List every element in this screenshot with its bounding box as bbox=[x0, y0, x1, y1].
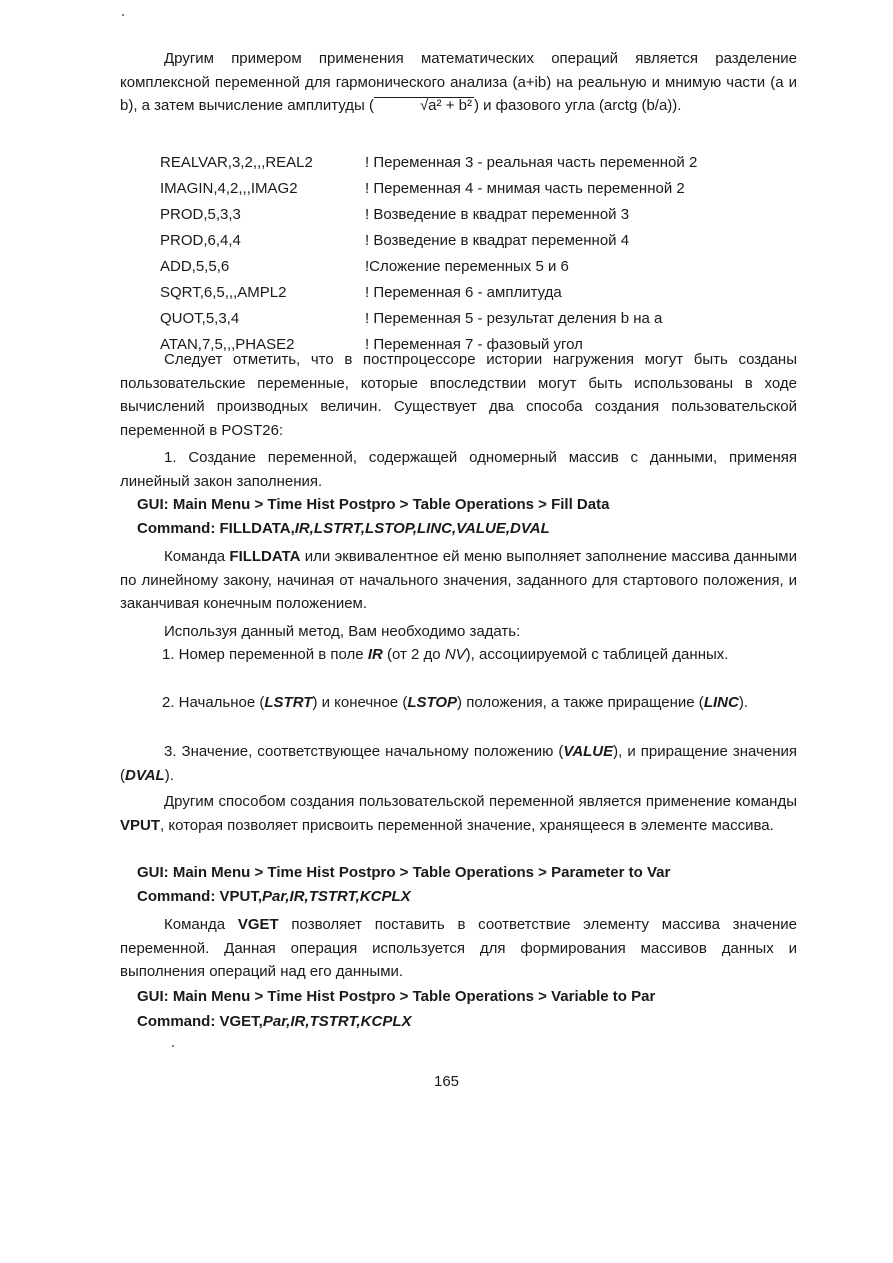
text: 1. Номер переменной в поле bbox=[162, 646, 368, 663]
list-item bbox=[162, 691, 797, 715]
code-line bbox=[160, 258, 800, 284]
command-name: VGET bbox=[237, 916, 279, 933]
code-comment: ! Возведение в квадрат переменной 4 bbox=[365, 232, 630, 249]
text: ) и конечное ( bbox=[312, 694, 408, 711]
param-name: NV bbox=[444, 646, 466, 663]
command-args: IR,LSTRT,LSTOP,LINC,VALUE,DVAL bbox=[294, 520, 550, 537]
code-block bbox=[160, 154, 800, 362]
code-command: QUOT,5,3,4 bbox=[160, 310, 240, 327]
vget-paragraph bbox=[120, 913, 797, 984]
param-name: IR bbox=[367, 646, 383, 663]
gui-path-variable-to-par: GUI: Main Menu > Time Hist Postpro > Table Operations > Variable to Par bbox=[137, 988, 656, 1005]
command-vget bbox=[137, 1013, 412, 1030]
filldata-paragraph bbox=[120, 545, 797, 616]
code-command: ADD,5,5,6 bbox=[160, 258, 230, 275]
code-comment: ! Возведение в квадрат переменной 3 bbox=[365, 206, 630, 223]
code-line bbox=[160, 284, 800, 310]
param-name: LSTRT bbox=[264, 694, 313, 711]
command-name: VPUT bbox=[120, 816, 161, 834]
command-prefix: Command: VPUT, bbox=[137, 888, 263, 905]
code-command: REALVAR,3,2,,,REAL2 bbox=[160, 154, 313, 171]
intro-text-end: ) и фазового угла (arctg (b/a)). bbox=[473, 97, 682, 114]
code-line bbox=[160, 206, 800, 232]
method-item-1: 1. Создание переменной, содержащей одномерный массив с данными, применяя линейный закон заполнения. bbox=[120, 449, 797, 490]
vput-paragraph bbox=[120, 790, 797, 837]
text: ). bbox=[164, 766, 174, 784]
code-command: PROD,5,3,3 bbox=[160, 206, 241, 223]
code-line bbox=[160, 232, 800, 258]
text: или эквивалентное ей меню выполняет заполнение массива данными по линейному закону, начиная от начального значения, заданного для стартового положения, и заканчивая конечным положением. bbox=[120, 548, 797, 612]
text: ), ассоциируемой с таблицей данных. bbox=[465, 646, 729, 663]
param-name: VALUE bbox=[563, 743, 614, 760]
gui-path-fill-data: GUI: Main Menu > Time Hist Postpro > Table Operations > Fill Data bbox=[137, 496, 610, 513]
code-comment: ! Переменная 3 - реальная часть переменной 2 bbox=[365, 154, 698, 171]
text: позволяет поставить в соответствие элементу массива значение переменной. Данная операция используется для формирования массивов данных и выполнения операций над его данными. bbox=[120, 916, 798, 980]
page-number: 165 bbox=[433, 1073, 460, 1090]
text: (от 2 до bbox=[382, 646, 445, 663]
command-filldata bbox=[137, 520, 550, 537]
command-args: Par,IR,TSTRT,KCPLX bbox=[262, 888, 411, 905]
param-name: LINC bbox=[703, 694, 739, 711]
text: 3. Значение, соответствующее начальному положению ( bbox=[164, 743, 564, 760]
note-paragraph: Следует отметить, что в постпроцессоре истории нагружения могут быть созданы пользовательские переменные, которые впоследствии могут быть использованы в ходе вычислений производных величин. Существует два способа создания пользовательской переменной в POST26: bbox=[120, 351, 797, 439]
param-name: DVAL bbox=[125, 766, 165, 784]
intro-paragraph bbox=[120, 47, 797, 118]
code-comment: !Сложение переменных 5 и 6 bbox=[365, 258, 569, 275]
code-command: ATAN,7,5,,,PHASE2 bbox=[160, 336, 295, 353]
code-comment: ! Переменная 7 - фазовый угол bbox=[365, 336, 583, 353]
scan-speck bbox=[172, 1045, 174, 1047]
param-name: LSTOP bbox=[407, 694, 458, 711]
code-command: SQRT,6,5,,,AMPL2 bbox=[160, 284, 287, 301]
code-command: IMAGIN,4,2,,,IMAG2 bbox=[160, 180, 298, 197]
text: Команда bbox=[164, 916, 238, 933]
code-line bbox=[160, 154, 800, 180]
code-line bbox=[160, 180, 800, 206]
list-item bbox=[162, 643, 797, 667]
code-comment: ! Переменная 6 - амплитуда bbox=[365, 284, 562, 301]
code-comment: ! Переменная 4 - мнимая часть переменной 2 bbox=[365, 180, 685, 197]
code-line bbox=[160, 310, 800, 336]
text: ). bbox=[738, 694, 748, 711]
command-prefix: Command: VGET, bbox=[137, 1013, 263, 1030]
text: 2. Начальное ( bbox=[162, 694, 265, 711]
sqrt-formula: √a² + b² bbox=[374, 97, 474, 114]
list-item bbox=[120, 740, 797, 787]
using-paragraph: Используя данный метод, Вам необходимо задать: bbox=[164, 623, 521, 640]
command-prefix: Command: FILLDATA, bbox=[137, 520, 295, 537]
gui-path-parameter-to-var: GUI: Main Menu > Time Hist Postpro > Table Operations > Parameter to Var bbox=[137, 864, 671, 881]
scan-speck bbox=[122, 14, 124, 16]
intro-text: Другим примером применения математических операций является разделение комплексной переменной для гармонического анализа (a+ib) на реальную и мнимую части (a и b), а затем вычисление амплитуды ( bbox=[120, 50, 797, 114]
code-comment: ! Переменная 5 - результат деления b на a bbox=[365, 310, 663, 327]
text: ), и приращение значения ( bbox=[120, 743, 797, 784]
text: Команда bbox=[164, 548, 230, 565]
command-name: FILLDATA bbox=[229, 548, 301, 565]
text: ) положения, а также приращение ( bbox=[457, 694, 704, 711]
code-command: PROD,6,4,4 bbox=[160, 232, 241, 249]
command-vput bbox=[137, 888, 411, 905]
command-args: Par,IR,TSTRT,KCPLX bbox=[262, 1013, 412, 1030]
text: Другим способом создания пользовательской переменной является применение команды bbox=[164, 793, 797, 810]
text: , которая позволяет присвоить переменной значение, хранящееся в элементе массива. bbox=[160, 816, 774, 834]
